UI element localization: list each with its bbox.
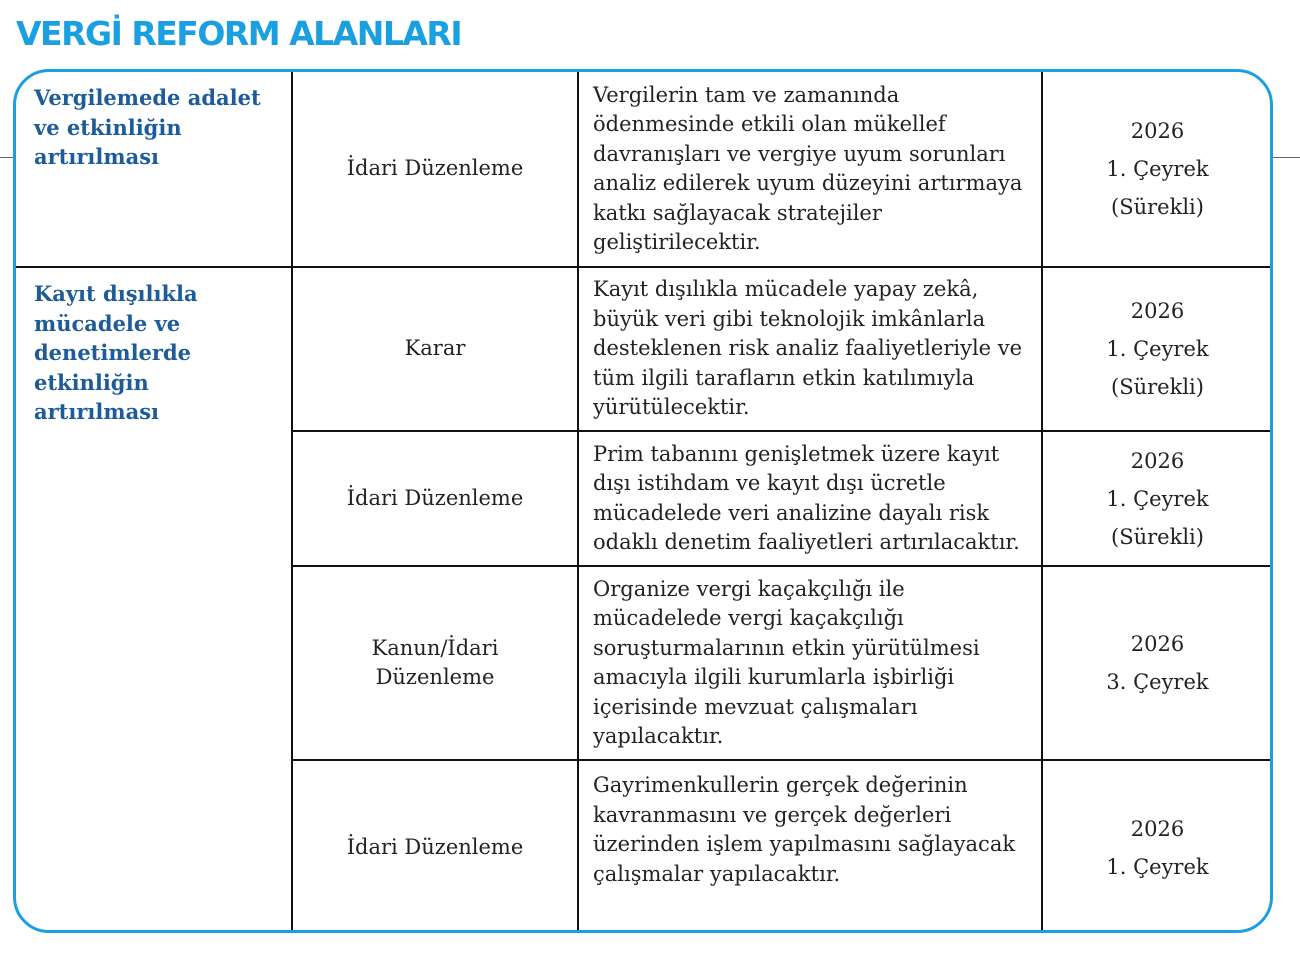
description-cell: Vergilerin tam ve zamanında ödenmesinde etkili olan mükellef davranışları ve vergiye uyum sorunları analiz edilerek uyum düzeyini artırmaya katkı sağlayacak stratejiler geliştirilecektir. (578, 72, 1042, 267)
description-cell: Prim tabanını genişletmek üzere kayıt dışı istihdam ve kayıt dışı ücretle mücadelede veri analizine dayalı risk odaklı denetim faaliyetleri artırılacaktır. (578, 431, 1042, 566)
note: (Sürekli) (1111, 524, 1204, 549)
right-divider-line (1272, 157, 1300, 158)
page-title: VERGİ REFORM ALANLARI (16, 14, 462, 53)
area-cell: Kayıt dışılıkla mücadele ve denetimlerde etkinliğin artırılması (16, 267, 292, 933)
description-cell: Kayıt dışılıkla mücadele yapay zekâ, büyük veri gibi teknolojik imkânlarla desteklenen risk analiz faaliyetleriyle ve tüm ilgili tarafların etkin katılımıyla yürütülecektir. (578, 267, 1042, 431)
type-cell (292, 566, 578, 760)
quarter: 1. Çeyrek (1106, 486, 1209, 511)
timeline-cell (1042, 72, 1272, 267)
year: 2026 (1130, 632, 1185, 656)
reform-table (16, 72, 1272, 933)
left-divider-line (0, 157, 14, 158)
type-cell: Karar (292, 267, 578, 431)
timeline-cell (1042, 431, 1272, 566)
note: (Sürekli) (1111, 195, 1204, 219)
quarter: 1. Çeyrek (1106, 855, 1209, 879)
year: 2026 (1130, 299, 1185, 323)
table-row (16, 267, 1272, 431)
timeline-cell (1042, 566, 1272, 760)
timeline-cell (1042, 267, 1272, 431)
type-text: Kanun/İdari Düzenleme (371, 635, 499, 689)
year: 2026 (1130, 119, 1185, 143)
quarter: 1. Çeyrek (1106, 337, 1209, 361)
note: (Sürekli) (1111, 375, 1204, 399)
type-cell: İdari Düzenleme (292, 431, 578, 566)
table-row (16, 72, 1272, 267)
quarter: 3. Çeyrek (1106, 670, 1209, 694)
description-cell: Gayrimenkullerin gerçek değerinin kavranmasını ve gerçek değerleri üzerinden işlem yapılmasını sağlayacak çalışmalar yapılacaktır. (578, 760, 1042, 933)
type-cell: İdari Düzenleme (292, 760, 578, 933)
quarter: 1. Çeyrek (1106, 157, 1209, 181)
description-cell: Organize vergi kaçakçılığı ile mücadelede vergi kaçakçılığı soruşturmalarının etkin yürütülmesi amacıyla ilgili kurumlarla işbirliği içerisinde mevzuat çalışmaları yapılacaktır. (578, 566, 1042, 760)
timeline-cell (1042, 760, 1272, 933)
type-cell: İdari Düzenleme (292, 72, 578, 267)
reform-table-frame (13, 69, 1273, 933)
year: 2026 (1130, 817, 1185, 841)
year: 2026 (1130, 448, 1185, 473)
area-cell: Vergilemede adalet ve etkinliğin artırılması (16, 72, 292, 267)
